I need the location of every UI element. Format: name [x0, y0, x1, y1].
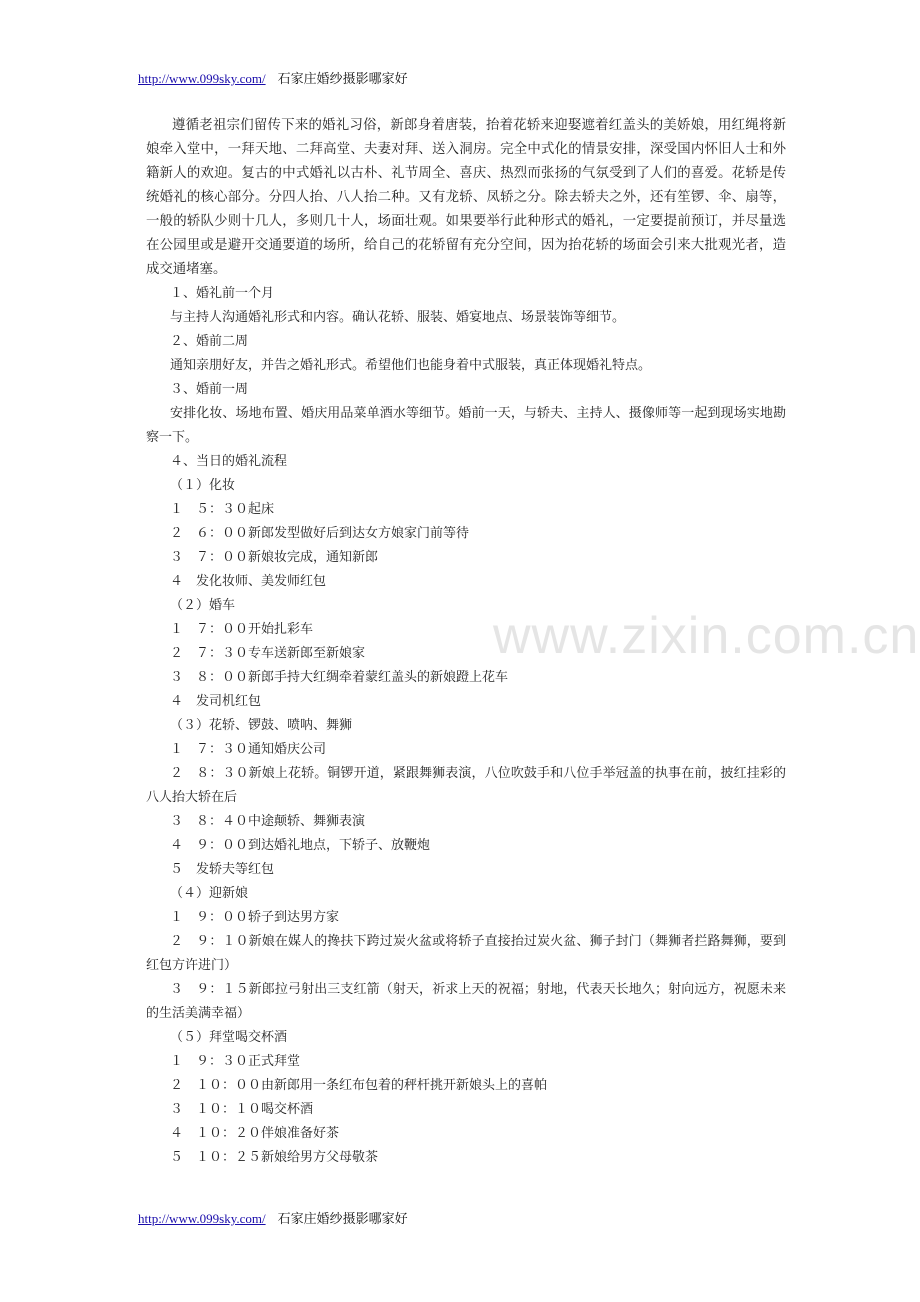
- document-line: １ ７：００开始扎彩车: [170, 622, 314, 637]
- document-line: ４ 发司机红包: [170, 694, 262, 709]
- document-body: [146, 114, 786, 1170]
- document-line: ４ 发化妆师、美发师红包: [170, 574, 327, 589]
- document-line: １、婚礼前一个月: [170, 286, 275, 301]
- intro-paragraph: 遵循老祖宗们留传下来的婚礼习俗，新郎身着唐装，抬着花轿来迎娶遮着红盖头的美娇娘，用红绳将新娘牵入堂中，一拜天地、二拜高堂、夫妻对拜、送入洞房。完全中式化的情景安排，深受国内怀旧人士和外籍新人的欢迎。复古的中式婚礼以古朴、礼节周全、喜庆、热烈而张扬的气氛受到了人们的喜爱。花轿是传统婚礼的核心部分。分四人抬、八人抬二种。又有龙轿、凤轿之分。除去轿夫之外，还有笙锣、伞、扇等，一般的轿队少则十几人，多则几十人，场面壮观。如果要举行此种形式的婚礼，一定要提前预订，并尽量选在公园里或是避开交通要道的场所，给自己的花轿留有充分空间，因为抬花轿的场面会引来大批观光者，造成交通堵塞。: [146, 118, 786, 277]
- document-line: （４）迎新娘: [170, 886, 249, 901]
- schedule-list: [146, 282, 786, 1170]
- page-header: [138, 68, 408, 87]
- header-site-title: 石家庄婚纱摄影哪家好: [277, 71, 408, 86]
- document-line: １ ９：００轿子到达男方家: [170, 910, 340, 925]
- document-line: ３、婚前一周: [170, 382, 249, 397]
- footer-url-link[interactable]: http://www.099sky.com/: [138, 1211, 266, 1226]
- document-line: ４、当日的婚礼流程: [170, 454, 288, 469]
- document-line: （１）化妆: [170, 478, 236, 493]
- document-line: ２、婚前二周: [170, 334, 249, 349]
- page-footer: [138, 1208, 408, 1227]
- document-line: ２ ６：００新郎发型做好后到达女方娘家门前等待: [170, 526, 470, 541]
- document-line: （２）婚车: [170, 598, 236, 613]
- document-line: 安排化妆、场地布置、婚庆用品菜单酒水等细节。婚前一天，与轿夫、主持人、摄像师等一起到现场实地勘察一下。: [146, 406, 786, 445]
- header-url-link[interactable]: http://www.099sky.com/: [138, 71, 266, 86]
- document-line: ３ １０：１０喝交杯酒: [170, 1102, 314, 1117]
- document-line: ３ ８：００新郎手持大红绸牵着蒙红盖头的新娘蹬上花车: [170, 670, 509, 685]
- document-line: ４ ９：００到达婚礼地点，下轿子、放鞭炮: [170, 838, 431, 853]
- document-line: ４ １０：２０伴娘准备好茶: [170, 1126, 340, 1141]
- document-line: （５）拜堂喝交杯酒: [170, 1030, 288, 1045]
- document-line: 通知亲朋好友，并告之婚礼形式。希望他们也能身着中式服装，真正体现婚礼特点。: [170, 358, 652, 373]
- document-line: ３ ９：１５新郎拉弓射出三支红箭（射天，祈求上天的祝福；射地，代表天长地久；射向远方，祝愿未来的生活美满幸福）: [146, 982, 786, 1021]
- document-line: ３ ７：００新娘妆完成，通知新郎: [170, 550, 379, 565]
- footer-site-title: 石家庄婚纱摄影哪家好: [277, 1211, 408, 1226]
- document-line: ５ １０：２５新娘给男方父母敬茶: [170, 1150, 379, 1165]
- document-line: ２ ７：３０专车送新郎至新娘家: [170, 646, 366, 661]
- document-line: １ ５：３０起床: [170, 502, 275, 517]
- document-line: ２ ８：３０新娘上花轿。铜锣开道，紧跟舞狮表演，八位吹鼓手和八位手举冠盖的执事在前，披红挂彩的八人抬大轿在后: [146, 766, 786, 805]
- document-line: ２ ９：１０新娘在媒人的搀扶下跨过炭火盆或将轿子直接抬过炭火盆、狮子封门（舞狮者拦路舞狮，要到红包方许进门）: [146, 934, 786, 973]
- document-line: ３ ８：４０中途颠轿、舞狮表演: [170, 814, 366, 829]
- document-line: １ ９：３０正式拜堂: [170, 1054, 301, 1069]
- document-line: １ ７：３０通知婚庆公司: [170, 742, 327, 757]
- document-line: （３）花轿、锣鼓、喷呐、舞狮: [170, 718, 353, 733]
- document-line: ２ １０：００由新郎用一条红布包着的秤杆挑开新娘头上的喜帕: [170, 1078, 548, 1093]
- document-line: 与主持人沟通婚礼形式和内容。确认花轿、服装、婚宴地点、场景装饰等细节。: [170, 310, 626, 325]
- watermark: www.zixin.com.cn: [493, 607, 920, 665]
- document-line: ５ 发轿夫等红包: [170, 862, 275, 877]
